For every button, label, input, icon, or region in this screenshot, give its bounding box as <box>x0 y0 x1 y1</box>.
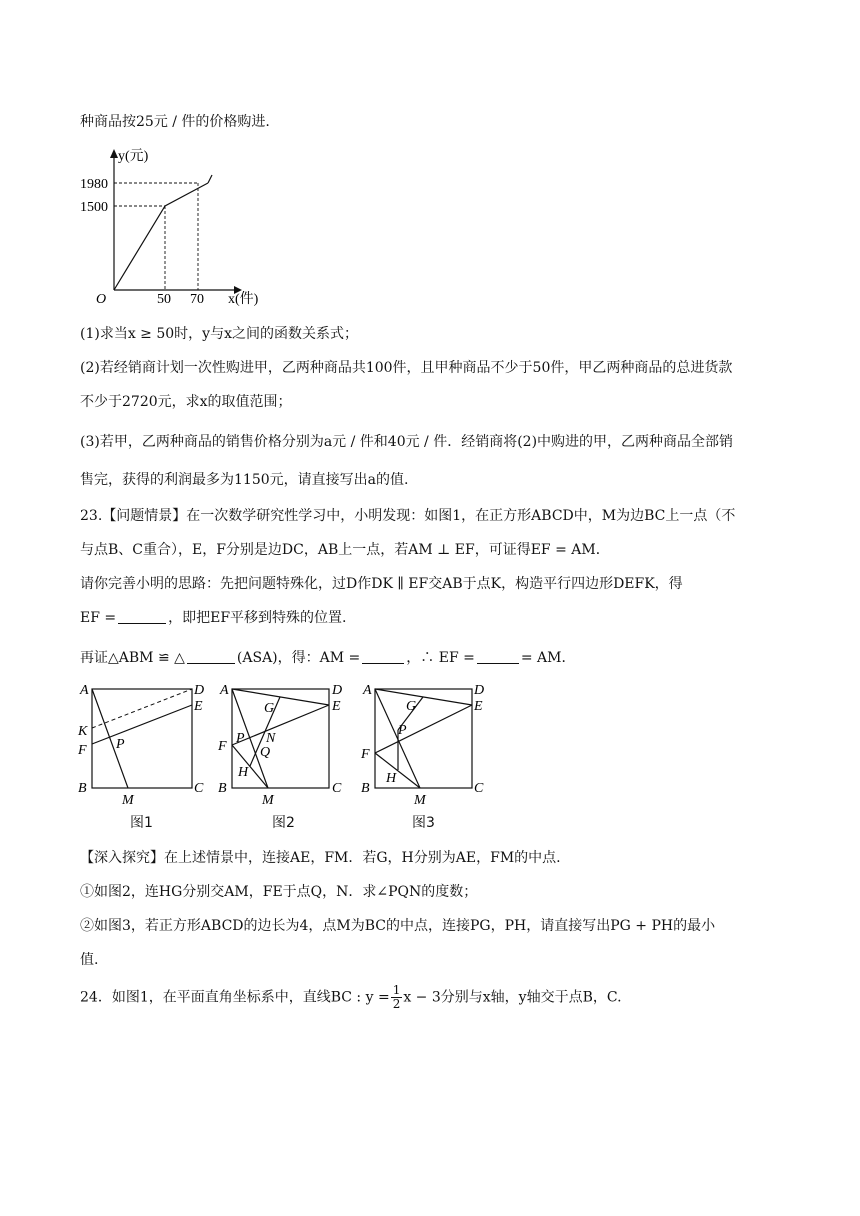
fig2-label-B: B <box>218 781 227 796</box>
fig2-label-F: F <box>218 739 227 754</box>
q24-post: x − 3分别与x轴，y轴交于点B，C. <box>403 989 622 1006</box>
q23-line5-mid2: ，∴ EF = <box>406 650 475 666</box>
q23-sub2-line1: ②如图3，若正方形ABCD的边长为4，点M为BC的中点，连接PG，PH，请直接写出PG + PH的最小 <box>80 918 716 934</box>
y-axis-label: y(元) <box>118 149 149 164</box>
q24-frac-den: 2 <box>392 997 401 1011</box>
q23-line1: 23.【问题情景】在一次数学研究性学习中，小明发现：如图1，在正方形ABCD中，M为边BC上一点（不 <box>80 508 736 524</box>
fig2-label-H: H <box>238 765 249 780</box>
q23-line5-mid1: (ASA)，得：AM = <box>236 650 361 666</box>
x-axis-label: x(件) <box>228 292 259 307</box>
fig1-label-B: B <box>78 781 87 796</box>
q23-line5-pre: 再证△ABM ≌ △ <box>80 650 185 666</box>
fig3-label-A: A <box>363 683 372 698</box>
fig1-label-E: E <box>194 699 203 714</box>
fig2-label-G: G <box>264 701 275 716</box>
fig2-label-A: A <box>220 683 229 698</box>
fig3-label-F: F <box>361 747 370 762</box>
answer-blank-1[interactable] <box>118 609 166 624</box>
fig2-label-E: E <box>332 699 341 714</box>
q24-fraction <box>391 984 403 1011</box>
fig1-label-C: C <box>194 781 204 796</box>
q22-intro-tail: 种商品按25元 / 件的价格购进. <box>80 114 270 130</box>
q23-sub2-line2: 值. <box>80 952 99 968</box>
fig3-label-D: D <box>474 683 485 698</box>
fig1-label-D: D <box>194 683 205 698</box>
q23-figure-3 <box>358 680 498 810</box>
fig1-caption: 图1 <box>130 815 153 831</box>
fig3-label-H: H <box>386 771 397 786</box>
fig2-label-C: C <box>332 781 342 796</box>
y-tick-1500: 1500 <box>80 200 108 215</box>
fig1-label-A: A <box>80 683 89 698</box>
q23-line4-pre: EF = <box>80 610 117 626</box>
q23-figure-2 <box>216 680 356 810</box>
fig3-caption: 图3 <box>412 815 435 831</box>
q22-part2-line1: (2)若经销商计划一次性购进甲，乙两种商品共100件，且甲种商品不少于50件，甲乙两种商品的总进货款 <box>80 360 733 376</box>
fig3-label-M: M <box>414 793 426 808</box>
fig1-label-F: F <box>78 743 87 758</box>
q22-part3-line1: (3)若甲，乙两种商品的销售价格分别为a元 / 件和40元 / 件．经销商将(2)中购进的甲，乙两种商品全部销 <box>80 434 734 450</box>
fig2-label-D: D <box>332 683 343 698</box>
q23-line4-post: ，即把EF平移到特殊的位置. <box>168 610 347 626</box>
answer-blank-4[interactable] <box>477 649 519 664</box>
q22-part2-line2: 不少于2720元，求x的取值范围； <box>80 394 292 410</box>
q22-function-graph <box>80 140 280 310</box>
q24-frac-num: 1 <box>392 983 401 997</box>
answer-blank-2[interactable] <box>187 649 235 664</box>
q23-line5-post: = AM． <box>520 650 576 666</box>
q23-line3: 请你完善小明的思路：先把问题特殊化，过D作DK ∥ EF交AB于点K，构造平行四边形DEFK，得 <box>80 576 683 592</box>
q23-explore: 【深入探究】在上述情景中，连接AE，FM．若G，H分别为AE，FM的中点. <box>80 850 561 866</box>
fig1-label-P: P <box>116 737 125 752</box>
fig3-label-G: G <box>406 699 417 714</box>
fig2-caption: 图2 <box>272 815 295 831</box>
q23-line2: 与点B、C重合），E，F分别是边DC，AB上一点，若AM ⊥ EF，可证得EF = AM． <box>80 542 610 558</box>
fig1-label-K: K <box>78 724 88 739</box>
fig2-label-Q: Q <box>260 745 271 760</box>
fig2-label-M: M <box>262 793 274 808</box>
fig3-label-E: E <box>474 699 483 714</box>
fig2-label-P: P <box>236 731 245 746</box>
fig3-label-C: C <box>474 781 484 796</box>
x-tick-50: 50 <box>157 292 171 307</box>
answer-blank-3[interactable] <box>362 649 404 664</box>
fig3-label-P: P <box>398 723 407 738</box>
q23-sub1: ①如图2，连HG分别交AM，FE于点Q，N．求∠PQN的度数； <box>80 884 478 900</box>
q22-part3-line2: 售完，获得的利润最多为1150元，请直接写出a的值. <box>80 472 409 488</box>
fig3-label-B: B <box>361 781 370 796</box>
y-tick-1980: 1980 <box>80 177 108 192</box>
q24-line1 <box>80 984 622 1011</box>
fig2-label-N: N <box>266 731 276 746</box>
q22-part1: (1)求当x ≥ 50时，y与x之间的函数关系式； <box>80 326 358 342</box>
q24-pre: 24．如图1，在平面直角坐标系中，直线BC : y = <box>80 989 390 1006</box>
fig1-label-M: M <box>122 793 134 808</box>
origin-label: O <box>96 292 107 307</box>
q23-line4 <box>80 608 347 628</box>
q23-figure-1 <box>72 680 212 810</box>
q23-line5 <box>80 648 576 668</box>
x-tick-70: 70 <box>190 292 204 307</box>
